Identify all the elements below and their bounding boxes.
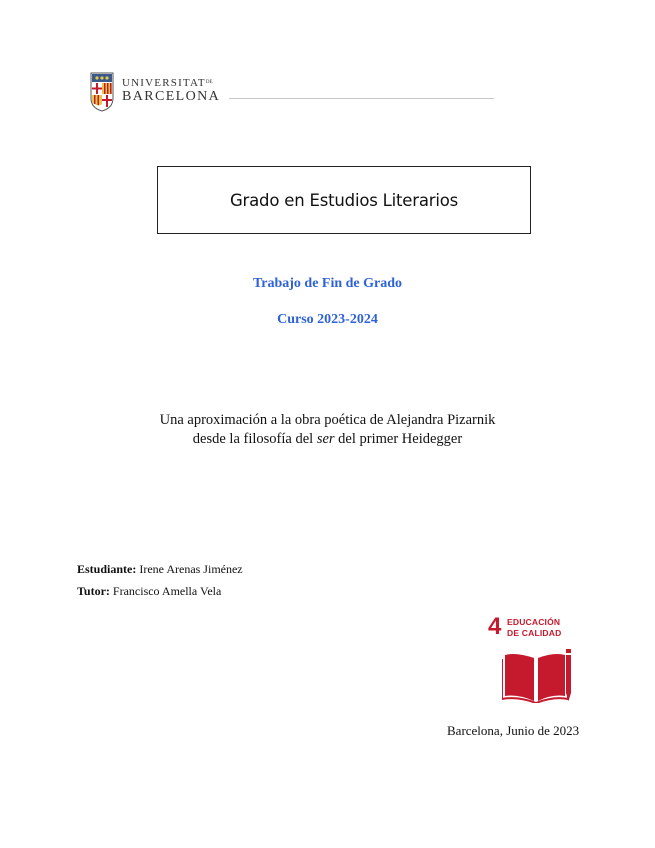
- thesis-title-line2: desde la filosofía del ser del primer Heidegger: [192, 431, 463, 447]
- university-shield-icon: [90, 72, 114, 112]
- university-name-line2: BARCELONA: [122, 89, 221, 104]
- university-name-line1: $UNIVERSITAT^{DE}$: [122, 77, 213, 89]
- thesis-title-line1: Una aproximación a la obra poética de Alejandra Pizarnik: [159, 412, 496, 428]
- tutor-label: Tutor:: [77, 584, 110, 598]
- header-divider: [229, 98, 494, 99]
- degree-title: Grado en Estudios Literarios: [229, 190, 459, 210]
- sdg-quality-education-badge: [484, 611, 574, 703]
- tutor-name: Francisco Amella Vela: [112, 584, 222, 598]
- university-logo: [90, 72, 221, 114]
- place-and-date: Barcelona, Junio de 2023: [447, 723, 580, 738]
- student-label: Estudiante:: [77, 562, 137, 576]
- sdg-label-line1: EDUCACIÓN: [507, 617, 561, 627]
- degree-title-box: [157, 166, 531, 234]
- course-year: Curso 2023-2024: [277, 312, 378, 327]
- project-type: Trabajo de Fin de Grado: [252, 276, 403, 291]
- tutor-line: [77, 584, 221, 599]
- sdg-number: 4: [488, 613, 502, 640]
- italic-word: ser: [316, 431, 335, 447]
- student-name: Irene Arenas Jiménez: [139, 562, 243, 576]
- student-line: [77, 562, 243, 577]
- sdg-label-line2: DE CALIDAD: [507, 628, 562, 638]
- open-book-pencil-icon: [502, 649, 572, 703]
